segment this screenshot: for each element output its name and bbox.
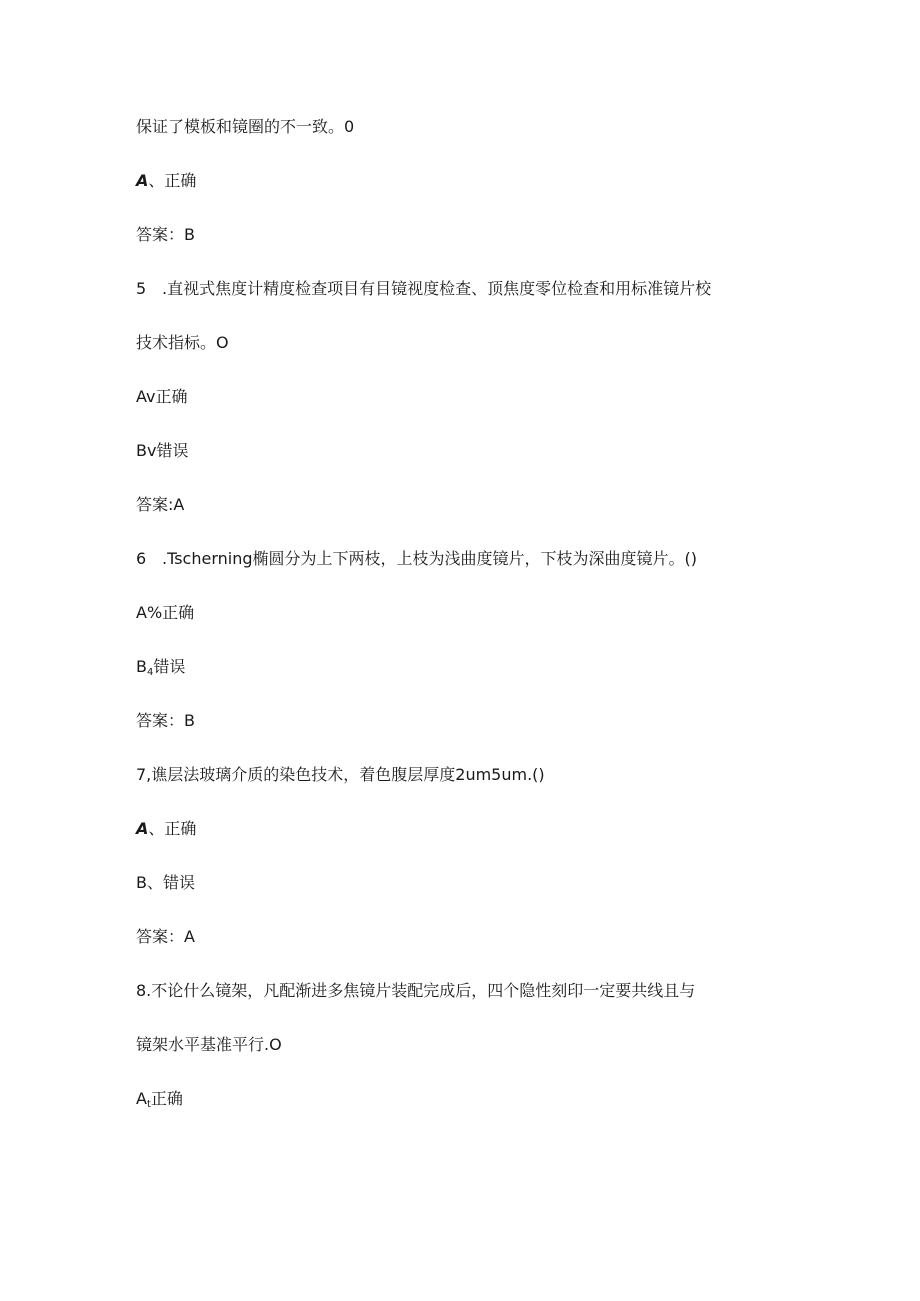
q8-option-a-subscript: t xyxy=(146,1099,151,1110)
q5-continuation-text: 技术指标。O xyxy=(136,333,229,352)
q6-option-b-subscript: 4 xyxy=(146,667,154,678)
q6-answer xyxy=(136,711,195,731)
q6-answer-text: 答案：B xyxy=(136,711,195,730)
q7-option-a-text: 、正确 xyxy=(148,819,197,838)
q7-option-a-letter: A xyxy=(136,819,149,838)
q8-continuation-text: 镜架水平基准平行.O xyxy=(136,1035,282,1054)
q6-option-a-text: A%正确 xyxy=(136,603,195,622)
q6-number: 6 xyxy=(136,549,147,568)
q7-answer xyxy=(136,927,195,947)
q6-option-a xyxy=(136,603,194,623)
q5-question-text: .直视式焦度计精度检查项目有目镜视度检查、顶焦度零位检查和用标准镜片校 xyxy=(162,279,712,298)
q5-option-b-text: Bv错误 xyxy=(136,441,189,460)
q4-option-a xyxy=(136,171,196,191)
q6-question-text: .Tscherning椭圆分为上下两枝，上枝为浅曲度镜片，下枝为深曲度镜片。() xyxy=(162,549,697,568)
q6-option-b xyxy=(136,657,185,683)
q7-answer-text: 答案：A xyxy=(136,927,195,946)
q4-continuation xyxy=(136,117,354,137)
q5-option-a-text: Av正确 xyxy=(136,387,188,406)
q7-question xyxy=(136,765,545,785)
q4-option-a-text: 、正确 xyxy=(148,171,197,190)
q5-option-a xyxy=(136,387,187,407)
q7-question-text: 7,谯层法玻璃介质的染色技术，着色腹层厚度2um5um.() xyxy=(136,765,545,784)
q7-option-a xyxy=(136,819,196,839)
q5-number: 5 xyxy=(136,279,147,298)
q8-question xyxy=(136,981,695,1001)
q4-answer-text: 答案：B xyxy=(136,225,195,244)
q4-answer xyxy=(136,225,195,245)
q5-continuation xyxy=(136,333,229,353)
q5-option-b xyxy=(136,441,188,461)
q5-question xyxy=(136,279,711,299)
q7-option-b-text: B、错误 xyxy=(136,873,195,892)
q4-option-a-letter: A xyxy=(136,171,149,190)
q8-question-text: 8.不论什么镜架，凡配渐进多焦镜片装配完成后，四个隐性刻印一定要共线且与 xyxy=(136,981,696,1000)
q6-question xyxy=(136,549,697,569)
q5-answer-text: 答案:A xyxy=(136,495,185,514)
q5-answer xyxy=(136,495,184,515)
q4-continuation-text: 保证了模板和镜圈的不一致。0 xyxy=(136,117,355,136)
q8-option-a-letter: A xyxy=(136,1089,147,1108)
q8-option-a xyxy=(136,1089,183,1115)
q6-option-b-text: 错误 xyxy=(153,657,186,676)
q8-option-a-text: 正确 xyxy=(150,1089,183,1108)
q7-option-b xyxy=(136,873,195,893)
q6-option-b-letter: B xyxy=(136,657,147,676)
q8-continuation xyxy=(136,1035,282,1055)
